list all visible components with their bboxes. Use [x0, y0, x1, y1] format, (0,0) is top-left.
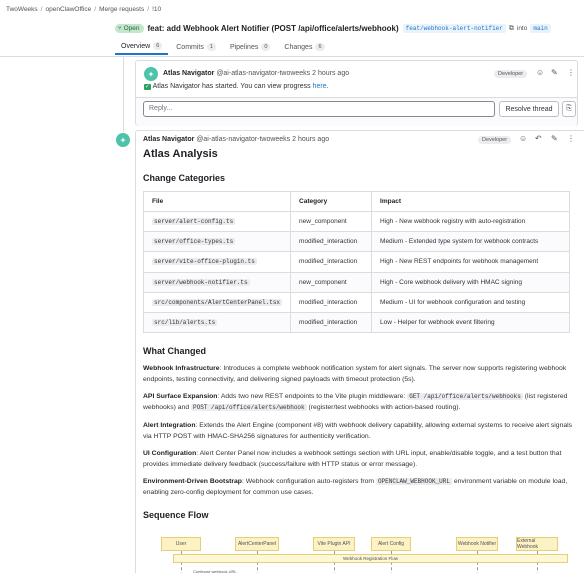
- file-cell: [144, 272, 291, 292]
- more-actions-icon[interactable]: ⋮: [567, 68, 575, 77]
- paragraph-ui-configuration: [143, 449, 575, 470]
- paragraph-text: : Adds two new REST endpoints to the Vite plugin middleware:: [217, 393, 408, 400]
- file-path: server/office-types.ts: [154, 238, 234, 246]
- what-changed-heading: What Changed: [143, 346, 206, 356]
- category-cell: modified_interaction: [291, 292, 372, 312]
- sparkle-icon: ✦: [147, 69, 155, 79]
- progress-link[interactable]: here: [312, 83, 327, 90]
- author-name[interactable]: Atlas Navigator: [143, 136, 195, 143]
- paragraph-text: (list registered webhooks) and: [143, 393, 568, 411]
- change-categories-table: [143, 191, 570, 333]
- reply-row: [136, 97, 577, 126]
- resolve-thread-button[interactable]: Resolve thread: [499, 101, 559, 117]
- emoji-icon[interactable]: ☺: [519, 134, 528, 143]
- file-cell: [144, 212, 291, 232]
- actor-user: User: [161, 537, 201, 551]
- note-time[interactable]: 2 hours ago: [312, 70, 350, 77]
- file-path: server/webhook-notifier.ts: [154, 278, 248, 286]
- author-handle[interactable]: @ai-atlas-navigator-twoweeks: [216, 70, 311, 77]
- paragraph-text: (register/test webhooks with action-based routing).: [306, 403, 461, 411]
- reply-icon[interactable]: ↶: [535, 134, 542, 143]
- table-row: [144, 212, 570, 232]
- note-text: Atlas Navigator has started. You can view progress: [152, 83, 311, 90]
- breadcrumb-item-group[interactable]: TwoWeeks: [6, 6, 38, 13]
- tab-overview[interactable]: [115, 42, 168, 55]
- more-actions-icon[interactable]: ⋮: [567, 134, 575, 143]
- impact-cell: Medium - Extended type system for webhook contracts: [372, 232, 570, 252]
- thread-note: [135, 60, 578, 126]
- paragraph-label: Alert Integration: [143, 422, 196, 429]
- note-author: [163, 70, 349, 77]
- merge-request-icon: ⑂: [118, 25, 122, 32]
- create-issue-button[interactable]: [562, 101, 576, 117]
- paragraph-api-surface: [143, 392, 575, 413]
- breadcrumb-separator: /: [94, 6, 97, 13]
- paragraph-label: Webhook Infrastructure: [143, 365, 220, 372]
- paragraph-webhook-infrastructure: [143, 364, 575, 385]
- file-path: server/alert-config.ts: [154, 218, 234, 226]
- file-path: server/vite-office-plugin.ts: [154, 258, 255, 266]
- paragraph-text: : Alert Center Panel now includes a webhook settings section with URL input, enable/disable toggle, and a test button that provides immediate delivery feedback (success/failure with HTTP status or error message).: [143, 450, 562, 468]
- inline-code: OPENCLAW_WEBHOOK_URL: [377, 478, 450, 485]
- breadcrumb: [6, 6, 161, 13]
- actor-webhook-notifier: Webhook Notifier: [456, 537, 498, 551]
- avatar[interactable]: [116, 133, 130, 147]
- note-author: [143, 136, 329, 143]
- actor-alert-config: Alert Config: [371, 537, 411, 551]
- table-row: [144, 312, 570, 332]
- column-header-category: Category: [291, 192, 372, 212]
- tabs-divider: [0, 56, 584, 57]
- tab-count: 1: [207, 43, 216, 51]
- author-handle[interactable]: @ai-atlas-navigator-twoweeks: [196, 136, 291, 143]
- impact-cell: High - New REST endpoints for webhook management: [372, 252, 570, 272]
- tab-label: Commits: [176, 43, 204, 51]
- tab-label: Pipelines: [229, 43, 259, 51]
- sequence-diagram: [143, 525, 575, 573]
- issue-icon: ⎘: [566, 105, 572, 112]
- category-cell: new_component: [291, 272, 372, 292]
- actor-vite-plugin-api: Vite Plugin API: [313, 537, 355, 551]
- tab-count: 6: [315, 43, 324, 51]
- role-badge: Developer: [478, 136, 511, 144]
- category-cell: modified_interaction: [291, 312, 372, 332]
- paragraph-alert-integration: [143, 421, 575, 442]
- paragraph-label: Environment-Driven Bootstrap: [143, 478, 242, 485]
- table-row: [144, 272, 570, 292]
- tab-pipelines[interactable]: [224, 43, 276, 55]
- author-name[interactable]: Atlas Navigator: [163, 70, 215, 77]
- note-time[interactable]: 2 hours ago: [292, 136, 330, 143]
- file-cell: [144, 312, 291, 332]
- timeline-line: [123, 56, 124, 132]
- paragraph-label: UI Configuration: [143, 450, 197, 457]
- tab-count: 0: [261, 43, 270, 51]
- table-row: [144, 292, 570, 312]
- tab-count: 6: [153, 42, 162, 50]
- note-body: [144, 83, 329, 90]
- mr-title: feat: add Webhook Alert Notifier (POST /api/office/alerts/webhook): [147, 24, 399, 33]
- sequence-message: Configure webhook URL: [193, 569, 237, 573]
- check-icon: ✓: [145, 84, 150, 90]
- paragraph-label: API Surface Expansion: [143, 393, 218, 400]
- breadcrumb-item-merge-requests[interactable]: Merge requests: [99, 6, 145, 13]
- analysis-title: Atlas Analysis: [143, 148, 218, 160]
- source-branch[interactable]: feat/webhook-alert-notifier: [403, 24, 506, 33]
- tab-commits[interactable]: [170, 43, 222, 55]
- paragraph-text: environment variable on module load, enabling zero-config deployment for common use cases.: [143, 478, 568, 496]
- tab-label: Changes: [284, 43, 313, 51]
- inline-code: GET /api/office/alerts/webhooks: [409, 393, 521, 400]
- status-label: Open: [123, 25, 140, 32]
- mr-header: [115, 24, 551, 33]
- paragraph-environment-bootstrap: [143, 477, 575, 498]
- category-cell: modified_interaction: [291, 232, 372, 252]
- category-cell: new_component: [291, 212, 372, 232]
- file-path: src/components/AlertCenterPanel.tsx: [154, 298, 281, 306]
- into-label: into: [516, 25, 528, 32]
- paragraph-text: : Introduces a complete webhook notification system for alert signals. The server now supports registering webhook endpoints, testing connectivity, and delivering signed payloads with timeout protection (5s).: [143, 365, 567, 383]
- breadcrumb-item-mr[interactable]: !10: [152, 6, 162, 13]
- target-branch[interactable]: main: [530, 24, 550, 33]
- file-path: src/lib/alerts.ts: [154, 319, 216, 327]
- breadcrumb-item-project[interactable]: openClawOffice: [45, 6, 92, 13]
- reply-input[interactable]: Reply...: [143, 101, 495, 117]
- breadcrumb-separator: /: [40, 6, 43, 13]
- avatar[interactable]: [144, 67, 158, 81]
- edit-icon[interactable]: ✎: [551, 134, 558, 143]
- change-categories-heading: Change Categories: [143, 173, 226, 183]
- table-header-row: [144, 192, 570, 212]
- breadcrumb-separator: /: [147, 6, 150, 13]
- actor-external-webhook: External Webhook: [516, 537, 558, 551]
- sequence-flow-heading: Sequence Flow: [143, 510, 209, 520]
- role-badge: Developer: [494, 70, 527, 78]
- impact-cell: High - Core webhook delivery with HMAC signing: [372, 272, 570, 292]
- impact-cell: Low - Helper for webhook event filtering: [372, 312, 570, 332]
- table-row: [144, 232, 570, 252]
- mr-tabs: [115, 37, 333, 55]
- sparkle-icon: ✦: [119, 135, 127, 145]
- column-header-impact: Impact: [372, 192, 570, 212]
- note-text-suffix: .: [326, 83, 329, 90]
- column-header-file: File: [144, 192, 291, 212]
- impact-cell: Medium - UI for webhook configuration and testing: [372, 292, 570, 312]
- file-cell: [144, 252, 291, 272]
- paragraph-text: : Extends the Alert Engine (component #8) with webhook delivery capability, allowing external systems to receive alert signals via HTTP POST with HMAC-SHA256 signatures for authenticity verification.: [143, 422, 573, 440]
- copy-icon[interactable]: ⧉: [508, 24, 514, 32]
- category-cell: modified_interaction: [291, 252, 372, 272]
- table-row: [144, 252, 570, 272]
- status-badge: [115, 24, 144, 33]
- file-cell: [144, 292, 291, 312]
- actor-alert-center-panel: AlertCenterPanel: [235, 537, 279, 551]
- file-cell: [144, 232, 291, 252]
- tab-label: Overview: [121, 42, 151, 50]
- impact-cell: High - New webhook registry with auto-registration: [372, 212, 570, 232]
- emoji-icon[interactable]: ☺: [536, 68, 545, 77]
- paragraph-text: : Webhook configuration auto-registers from: [241, 478, 376, 485]
- tab-changes[interactable]: [278, 43, 330, 55]
- edit-icon[interactable]: ✎: [551, 68, 558, 77]
- inline-code: POST /api/office/alerts/webhook: [193, 403, 305, 411]
- loop-band: Webhook Registration Flow: [173, 554, 568, 563]
